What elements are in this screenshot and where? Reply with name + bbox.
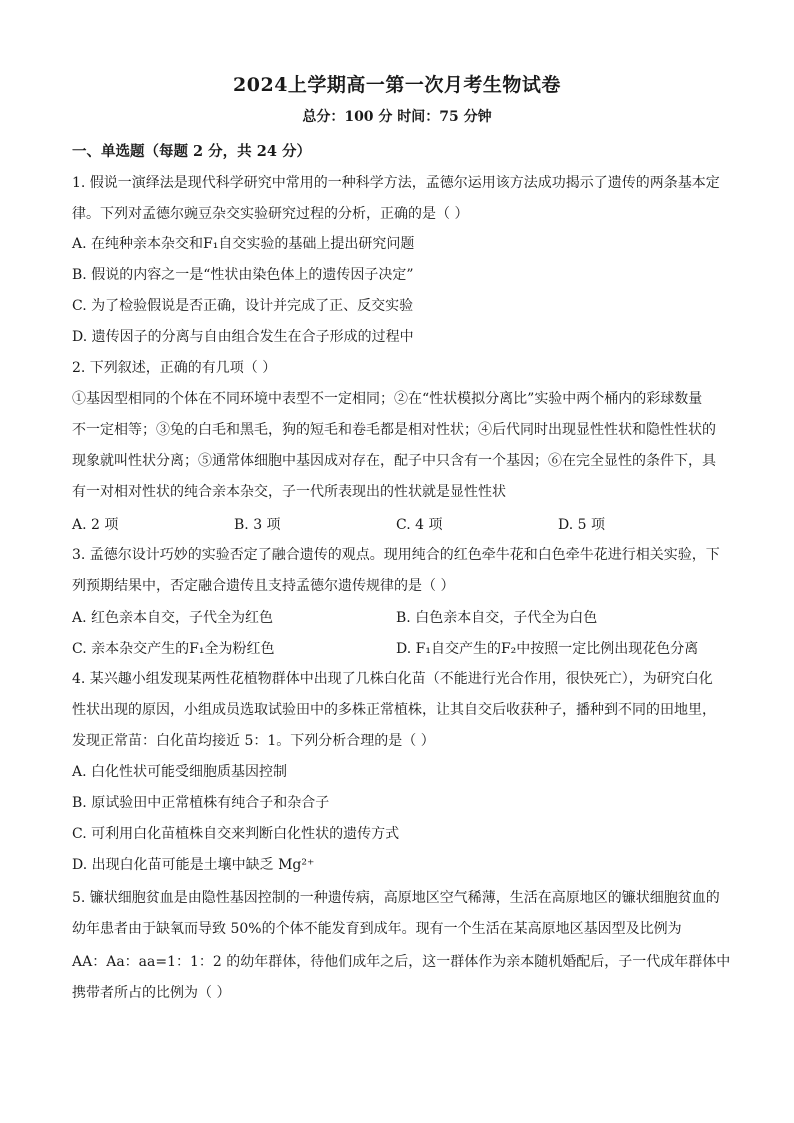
q1-stem-line-1: 1. 假说一演绎法是现代科学研究中常用的一种科学方法，孟德尔运用该方法成功揭示了遗传的两条基本定 [72,175,720,191]
q1-option-c: C. 为了检验假说是否正确，设计并完成了正、反交实验 [72,298,414,314]
q1-option-a: A. 在纯种亲本杂交和F₁自交实验的基础上提出研究问题 [72,236,415,252]
q2-option-b: B. 3 项 [234,517,281,533]
q2-stem-line-4: 现象就叫性状分离；⑤通常体细胞中基因成对存在，配子中只含有一个基因；⑥在完全显性的条件下，具 [72,453,716,469]
q2-stem-line-5: 有一对相对性状的纯合亲本杂交，子一代所表现出的性状就是显性性状 [72,484,506,500]
q4-stem-line-3: 发现正常苗：白化苗均接近 5：1。下列分析合理的是（ ） [72,733,435,749]
section-heading: 一、单选题（每题 2 分，共 24 分） [72,143,311,160]
q4-option-a: A. 白化性状可能受细胞质基因控制 [72,764,288,780]
q2-stem-line-3: 不一定相等；③兔的白毛和黑毛，狗的短毛和卷毛都是相对性状；④后代同时出现显性性状和隐性性状的 [72,422,716,438]
q1-option-b: B. 假说的内容之一是“性状由染色体上的遗传因子决定” [72,267,414,283]
q5-stem-line-2: 幼年患者由于缺氧而导致 50%的个体不能发育到成年。现有一个生活在某高原地区基因型及比例为 [72,921,682,937]
q1-option-d: D. 遗传因子的分离与自由组合发生在合子形成的过程中 [72,329,414,345]
q2-stem-line-1: 2. 下列叙述，正确的有几项（ ） [72,360,277,376]
q3-stem-line-1: 3. 孟德尔设计巧妙的实验否定了融合遗传的观点。现用纯合的红色牵牛花和白色牵牛花进行相关实验，下 [72,547,720,563]
q5-stem-line-4: 携带者所占的比例为（ ） [72,985,231,1001]
q4-stem-line-1: 4. 某兴趣小组发现某两性花植物群体中出现了几株白化苗（不能进行光合作用，很快死亡），为研究白化 [72,671,713,687]
exam-subtitle: 总分：100 分 时间：75 分钟 [302,109,492,125]
q4-option-c: C. 可利用白化苗植株自交来判断白化性状的遗传方式 [72,826,400,842]
q5-stem-line-3: AA：Aa：aa=1：1：2 的幼年群体，待他们成年之后，这一群体作为亲本随机婚配后，子一代成年群体中 [72,954,731,970]
exam-title: 2024上学期高一第一次月考生物试卷 [233,74,561,96]
q3-option-d: D. F₁自交产生的F₂中按照一定比例出现花色分离 [396,641,699,657]
q1-stem-line-2: 律。下列对孟德尔豌豆杂交实验研究过程的分析，正确的是（ ） [72,206,469,222]
q2-option-a: A. 2 项 [72,517,119,533]
q3-stem-line-2: 列预期结果中，否定融合遗传且支持孟德尔遗传规律的是（ ） [72,578,455,594]
q2-stem-line-2: ①基因型相同的个体在不同环境中表型不一定相同；②在“性状模拟分离比”实验中两个桶内的彩球数量 [72,391,703,407]
q4-option-b: B. 原试验田中正常植株有纯合子和杂合子 [72,795,330,811]
q2-option-d: D. 5 项 [558,517,605,533]
q3-option-c: C. 亲本杂交产生的F₁全为粉红色 [72,641,275,657]
q3-option-a: A. 红色亲本自交，子代全为红色 [72,610,274,626]
q5-stem-line-1: 5. 镰状细胞贫血是由隐性基因控制的一种遗传病，高原地区空气稀薄，生活在高原地区的镰状细胞贫血的 [72,890,720,906]
q2-option-c: C. 4 项 [396,517,443,533]
q4-stem-line-2: 性状出现的原因，小组成员选取试验田中的多株正常植株，让其自交后收获种子，播种到不同的田地里， [72,702,716,718]
q3-option-b: B. 白色亲本自交，子代全为白色 [396,610,598,626]
q4-option-d: D. 出现白化苗可能是土壤中缺乏 Mg²⁺ [72,857,315,873]
